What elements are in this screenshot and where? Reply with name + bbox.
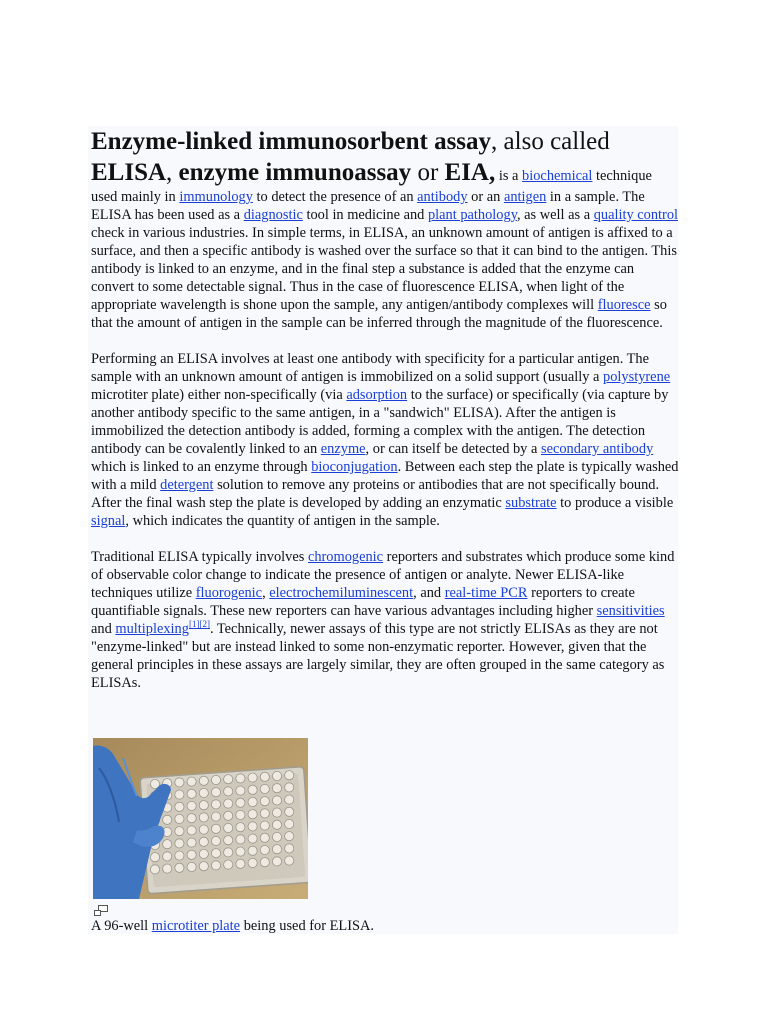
article-body bbox=[91, 126, 679, 710]
link-bioconjugation[interactable]: bioconjugation bbox=[311, 459, 398, 475]
intro-paragraph: Enzyme-linked immunosorbent assay, also called ELISA, enzyme immunoassay or EIA, is a biochemical technique used mainly in immunology to detect the presence of an antibody or an antigen in a sample. The ELISA has been used as a diagnostic tool in medicine and plant pathology, as well as a quality control check in various industries. In simple terms, in ELISA, an unknown amount of antigen is affixed to a surface, and then a specific antibody is washed over the surface so that it can bind to the antigen. This antibody is linked to an enzyme, and in the final step a substance is added that the enzyme can convert to some detectable signal. Thus in the case of fluorescence ELISA, when light of the appropriate wavelength is shone upon the sample, any antigen/antibody complexes will fluoresce so that the amount of antigen in the sample can be inferred through the magnitude of the fluorescence. bbox=[91, 128, 679, 331]
link-substrate[interactable]: substrate bbox=[505, 495, 557, 511]
link-sensitivities[interactable]: sensitivities bbox=[596, 603, 665, 619]
link-polystyrene[interactable]: polystyrene bbox=[603, 369, 671, 385]
link-enzyme[interactable]: enzyme bbox=[320, 441, 366, 457]
link-electrochemiluminescent[interactable]: electrochemiluminescent bbox=[269, 585, 414, 601]
alias-elisa: ELISA bbox=[91, 159, 167, 186]
link-signal[interactable]: signal bbox=[91, 513, 126, 529]
link-microtiter-plate[interactable]: microtiter plate bbox=[151, 918, 241, 934]
article-page bbox=[88, 126, 678, 934]
link-plant-pathology[interactable]: plant pathology bbox=[427, 207, 517, 223]
reporters-paragraph: Traditional ELISA typically involves chromogenic reporters and substrates which produce some kind of observable color change to indicate the presence of antigen or analyte. Newer ELISA-like techniques utilize fluorogenic, electrochemiluminescent, and real-time PCR reporters to create quantifiable signals. These new reporters can have various advantages including higher sensitivities and multiplexing[1][2]. Technically, newer assays of this type are not strictly ELISAs as they are not "enzyme-linked" but are instead linked to some non-enzymatic reporter. However, given that the general principles in these assays are largely similar, they are often grouped in the same category as ELISAs. bbox=[91, 549, 675, 691]
link-fluoresce[interactable]: fluoresce bbox=[597, 297, 651, 313]
link-diagnostic[interactable]: diagnostic bbox=[243, 207, 303, 223]
article-title: Enzyme-linked immunosorbent assay bbox=[91, 128, 492, 155]
link-adsorption[interactable]: adsorption bbox=[346, 387, 408, 403]
alias-enzyme-immunoassay: enzyme immunoassay bbox=[178, 159, 412, 186]
link-fluorogenic[interactable]: fluorogenic bbox=[195, 585, 263, 601]
link-detergent[interactable]: detergent bbox=[160, 477, 214, 493]
alias-eia: EIA, bbox=[444, 159, 496, 186]
link-antibody[interactable]: antibody bbox=[417, 189, 468, 205]
procedure-paragraph: Performing an ELISA involves at least one antibody with specificity for a particular antigen. The sample with an unknown amount of antigen is immobilized on a solid support (usually a polystyrene microtiter plate) either non-specifically (via adsorption to the surface) or specifically (via capture by another antibody specific to the same antigen, in a "sandwich" ELISA). After the antigen is immobilized the detection antibody is added, forming a complex with the antigen. The detection antibody can be covalently linked to an enzyme, or can itself be detected by a secondary antibody which is linked to an enzyme through bioconjugation. Between each step the plate is typically washed with a mild detergent solution to remove any proteins or antibodies that are not specifically bound. After the final wash step the plate is developed by adding an enzymatic substrate to produce a visible signal, which indicates the quantity of antigen in the sample. bbox=[91, 351, 679, 529]
link-quality-control[interactable]: quality control bbox=[593, 207, 679, 223]
microtiter-plate-image[interactable] bbox=[93, 738, 308, 899]
link-antigen[interactable]: antigen bbox=[503, 189, 547, 205]
figure-caption: A 96-well microtiter plate being used for ELISA. bbox=[91, 918, 374, 934]
link-multiplexing[interactable]: multiplexing bbox=[115, 621, 189, 637]
link-real-time-pcr[interactable]: real-time PCR bbox=[444, 585, 528, 601]
link-chromogenic[interactable]: chromogenic bbox=[307, 549, 384, 565]
link-immunology[interactable]: immunology bbox=[179, 189, 253, 205]
ref-1[interactable]: [1] bbox=[188, 619, 200, 630]
ref-2[interactable]: [2] bbox=[199, 619, 210, 630]
magnify-icon[interactable] bbox=[93, 904, 109, 918]
link-biochemical[interactable]: biochemical bbox=[522, 168, 593, 184]
link-secondary-antibody[interactable]: secondary antibody bbox=[540, 441, 654, 457]
